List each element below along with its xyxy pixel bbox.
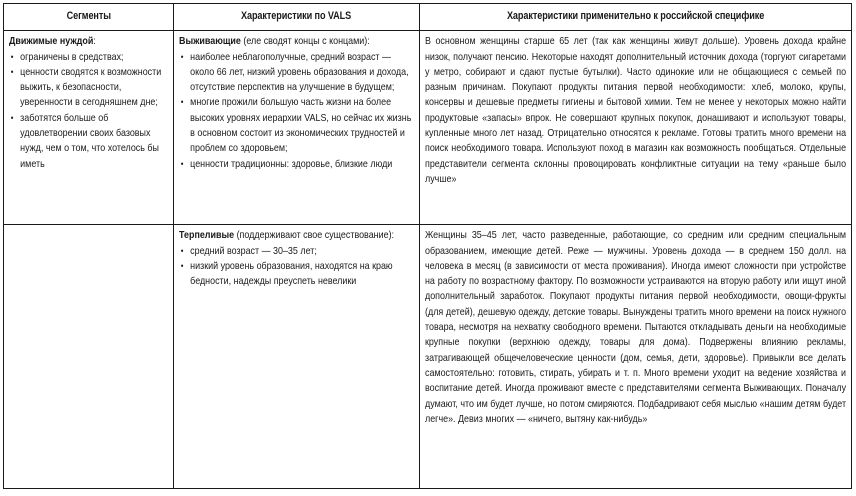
header-segments: Сегменты xyxy=(4,4,174,31)
russia-description: Женщины 35–45 лет, часто разведенные, работающие, со средним или средним специальным образованием, имеющие детей. Реже — мужчины. Уровень дохода — в среднем 150 долл. на человека в месяц (в зависимости от места проживания). Иногда имеют сложности при устройстве на работу по возрастному фактору. По возможности устраиваются на вторую работу или ищут иной дополнительный заработок. Покупают продукты питания первой необходимости, овощи-фрукты (для детей), дешевую одежду, детские товары. Вынуждены тратить много времени на поиск нужного товара, несмотря на нехватку свободного времени. Пытаются откладывать деньги на необходимые крупные покупки (верхнюю одежду, товары для дома). Подвержены влиянию рекламы, затрагивающей общечеловеческие ценности (дом, семья, дети, здоровье). Привыкли все делать самостоятельно: готовить, стирать, убирать и т. п. Много времени уходит на ведение хозяйства и воспитание детей. Иногда проживают вместе с представителями сегмента Выживающих. Поначалу думают, что им будет лучше, но потом смиряются. Подбадривают себя мыслью «нашим детям будет легче». Девиз многих — «ничего, вытяну как-нибудь» xyxy=(425,230,847,425)
list-item: • заботятся больше об удовлетворении своих базовых нужд, чем о том, что хотелось бы иметь xyxy=(9,111,168,172)
list-item: • ценности традиционны: здоровье, близкие люди xyxy=(179,157,414,172)
segment-bullets xyxy=(9,50,168,172)
vals-cell xyxy=(174,31,420,225)
list-item: • ценности сводятся к возможности выжить, к безопасности, уверенности в сегодняшнем дне; xyxy=(9,65,168,111)
vals-bullets xyxy=(179,244,414,290)
segment-cell xyxy=(4,31,174,225)
vals-title: Терпеливые (поддерживают свое существование): xyxy=(179,230,395,242)
vals-cell xyxy=(174,225,420,489)
segments-table xyxy=(3,3,852,489)
header-vals: Характеристики по VALS xyxy=(174,4,420,31)
segment-cell-empty xyxy=(4,225,174,489)
russia-description: В основном женщины старше 65 лет (так как женщины живут дольше). Уровень дохода крайне низок, получают пенсию. Некоторые находят дополнительный источник дохода (торгуют сигаретами у метро, собирают и сдают пустые бутылки). Часто одинокие или не общающиеся с семьей по разным причинам. Покупают продукты питания первой необходимости: хлеб, молоко, крупы, консервы и дешевые предметы гигиены и бытовой химии. Тем не менее у некоторых можно найти продуктовые «запасы» впрок. Не совершают крупных покупок, донашивают и используют товары, купленные много лет назад. Отрицательно относятся к рекламе. Готовы тратить много времени на поиск необходимого товара. Используют поход в магазин как возможность пообщаться. Отдельные представители сегмента склонны провоцировать конфликтные ситуации на тему «раньше было лучше» xyxy=(425,36,847,185)
russia-cell xyxy=(420,225,852,489)
list-item: • многие прожили большую часть жизни на более высоких уровнях иерархии VALS, но сейчас их жизнь в основном состоит из экономических трудностей и проблем со здоровьем; xyxy=(179,95,414,156)
header-russia: Характеристики применительно к российской специфике xyxy=(420,4,852,31)
list-item: • ограничены в средствах; xyxy=(9,50,168,65)
table-row xyxy=(4,225,852,489)
list-item: • наиболее неблагополучные, средний возраст — около 66 лет, низкий уровень образования и дохода, отсутствие перспектив на улучшение в будущем; xyxy=(179,50,414,96)
russia-cell xyxy=(420,31,852,225)
table-header-row xyxy=(4,4,852,31)
list-item: • низкий уровень образования, находятся на краю бедности, надежды преуспеть невелики xyxy=(179,259,414,290)
table-row xyxy=(4,31,852,225)
vals-title: Выживающие (еле сводят концы с концами): xyxy=(179,36,370,48)
segment-title: Движимые нуждой: xyxy=(9,36,96,48)
vals-bullets xyxy=(179,50,414,172)
list-item: • средний возраст — 30–35 лет; xyxy=(179,244,414,259)
